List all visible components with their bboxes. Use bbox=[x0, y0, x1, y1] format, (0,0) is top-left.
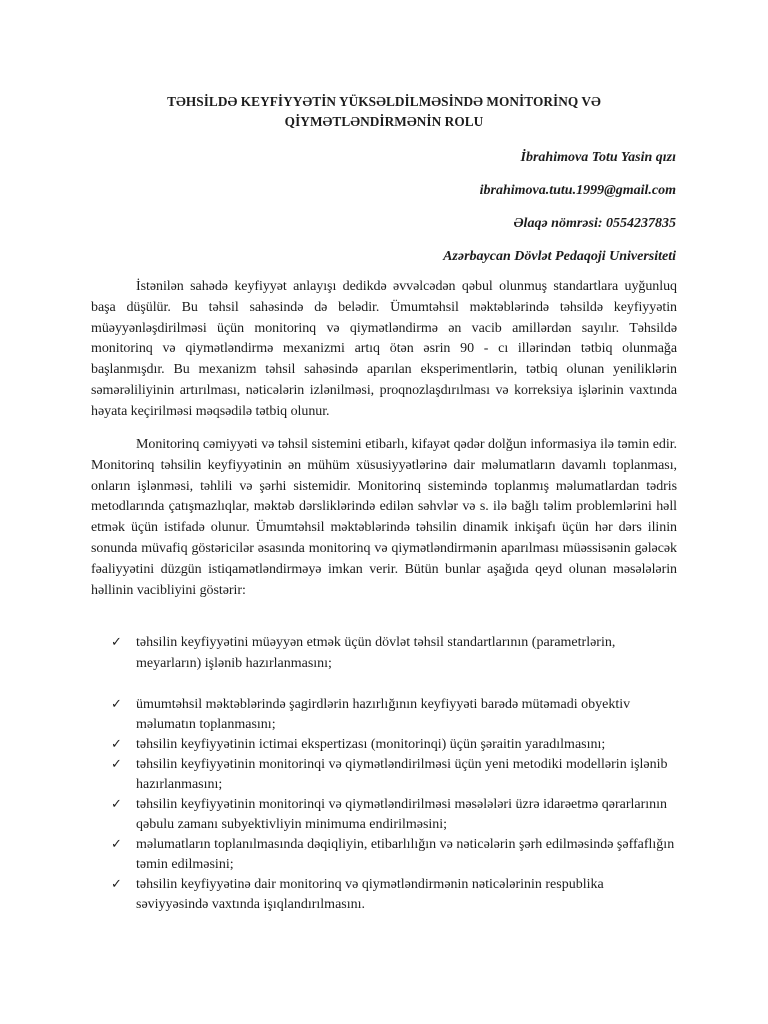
list-item-text: ümumtəhsil məktəblərində şagirdlərin hazırlığının keyfiyyəti barədə mütəmadi obyektiv məlumatın toplanmasını; bbox=[136, 696, 631, 732]
list-item bbox=[111, 795, 677, 835]
university-name: Azərbaycan Dövlət Pedaqoji Universiteti bbox=[443, 249, 676, 264]
list-item bbox=[111, 735, 677, 755]
checkmark-icon: ✓ bbox=[111, 836, 122, 852]
list-item bbox=[111, 695, 677, 735]
title-line-1: TƏHSİLDƏ KEYFİYYƏTİN YÜKSƏLDİLMƏSİNDƏ MONİTORİNQ VƏ bbox=[167, 94, 601, 109]
checkmark-icon: ✓ bbox=[111, 876, 122, 892]
body-paragraph-2: Monitorinq cəmiyyəti və təhsil sistemini etibarlı, kifayət qədər dolğun informasiya ilə təmin edir. Monitorinq təhsilin keyfiyyətinin ən mühüm xüsusiyyətlərinə dair məlumatların davamlı toplanması, onların işlənməsi, təhlili və şərhi sistemidir. Monitorinq sistemində toplanmış məlumatlardan tədris metodlarında çatışmazlıqlar, məktəb dərsliklərində edilən səhvlər və s. ilə bağlı təlim problemlərini həll etmək üçün istifadə olunur. Ümumtəhsil məktəblərində təhsilin dinamik inkişafı üçün hər dərs ilinin sonunda müvafiq göstəricilər əsasında monitorinq və qiymətləndirmənin aparılması müəssisənin gələcək fəaliyyətini düzgün istiqamətləndirməyə imkan verir. Bütün bunlar aşağıda qeyd olunan məsələlərin həllinin vacibliyini göstərir: bbox=[91, 437, 677, 598]
list-item-text: təhsilin keyfiyyətini müəyyən etmək üçün dövlət təhsil standartlarının (parametrlərin, meyarların) işlənib hazırlanmasını; bbox=[136, 635, 616, 671]
checkmark-icon: ✓ bbox=[111, 796, 122, 812]
checkmark-icon: ✓ bbox=[111, 756, 122, 772]
list-item-text: təhsilin keyfiyyətinin ictimai ekspertizası (monitorinqi) üçün şəraitin yaradılmasını; bbox=[136, 736, 606, 752]
list-item bbox=[111, 875, 677, 915]
document-title bbox=[90, 92, 678, 132]
contact-phone: Əlaqə nömrəsi: 0554237835 bbox=[513, 216, 676, 231]
list-item-text: təhsilin keyfiyyətinin monitorinqi və qiymətləndirilməsi üçün yeni metodiki modellərin işlənib hazırlanmasını; bbox=[136, 756, 668, 792]
list-item-text: təhsilin keyfiyyətinə dair monitorinq və qiymətləndirmənin nəticələrinin respublika səviyyəsində vaxtında işıqlandırılmasını. bbox=[136, 876, 604, 912]
list-item-text: təhsilin keyfiyyətinin monitorinqi və qiymətləndirilməsi məsələləri üzrə idarəetmə qərarlarının qəbulu zamanı subyektivliyin minimuma endirilməsini; bbox=[136, 796, 668, 832]
requirements-list bbox=[111, 633, 677, 915]
checkmark-icon: ✓ bbox=[111, 736, 122, 752]
title-line-2: QİYMƏTLƏNDİRMƏNİN ROLU bbox=[284, 114, 484, 129]
list-item bbox=[111, 755, 677, 795]
author-email: ibrahimova.tutu.1999@gmail.com bbox=[479, 183, 676, 198]
list-item bbox=[111, 633, 677, 675]
checkmark-icon: ✓ bbox=[111, 696, 122, 712]
author-name: İbrahimova Totu Yasin qızı bbox=[520, 150, 676, 165]
list-item bbox=[111, 835, 677, 875]
body-paragraph-1: İstənilən sahədə keyfiyyət anlayışı dedikdə əvvəlcədən qəbul olunmuş standartlara uyğunluq başa düşülür. Bu təhsil sahəsində də belədir. Ümumtəhsil məktəblərində təhsildə keyfiyyətin müəyyənləşdirilməsi üçün monitorinq və qiymətləndirmə ən vacib amillərdən sayılır. Təhsildə monitorinq və qiymətləndirmə mexanizmi artıq ötən əsrin 90 - cı illərindən tətbiq olunmağa başlanmışdır. Bu mexanizm təhsil sahəsində aparılan eksperimentlərin, tətbiq olunan yeniliklərin səmərəliliyinin artırılması, nəticələrin izlənilməsi, proqnozlaşdırılması və korreksiya işlərinin vaxtında həyata keçirilməsi məqsədilə tətbiq olunur. bbox=[91, 279, 677, 419]
checkmark-icon: ✓ bbox=[111, 635, 122, 650]
list-item-text: məlumatların toplanılmasında dəqiqliyin, etibarlılığın və nəticələrin şərh edilməsində şəffaflığın təmin edilməsini; bbox=[136, 836, 675, 872]
